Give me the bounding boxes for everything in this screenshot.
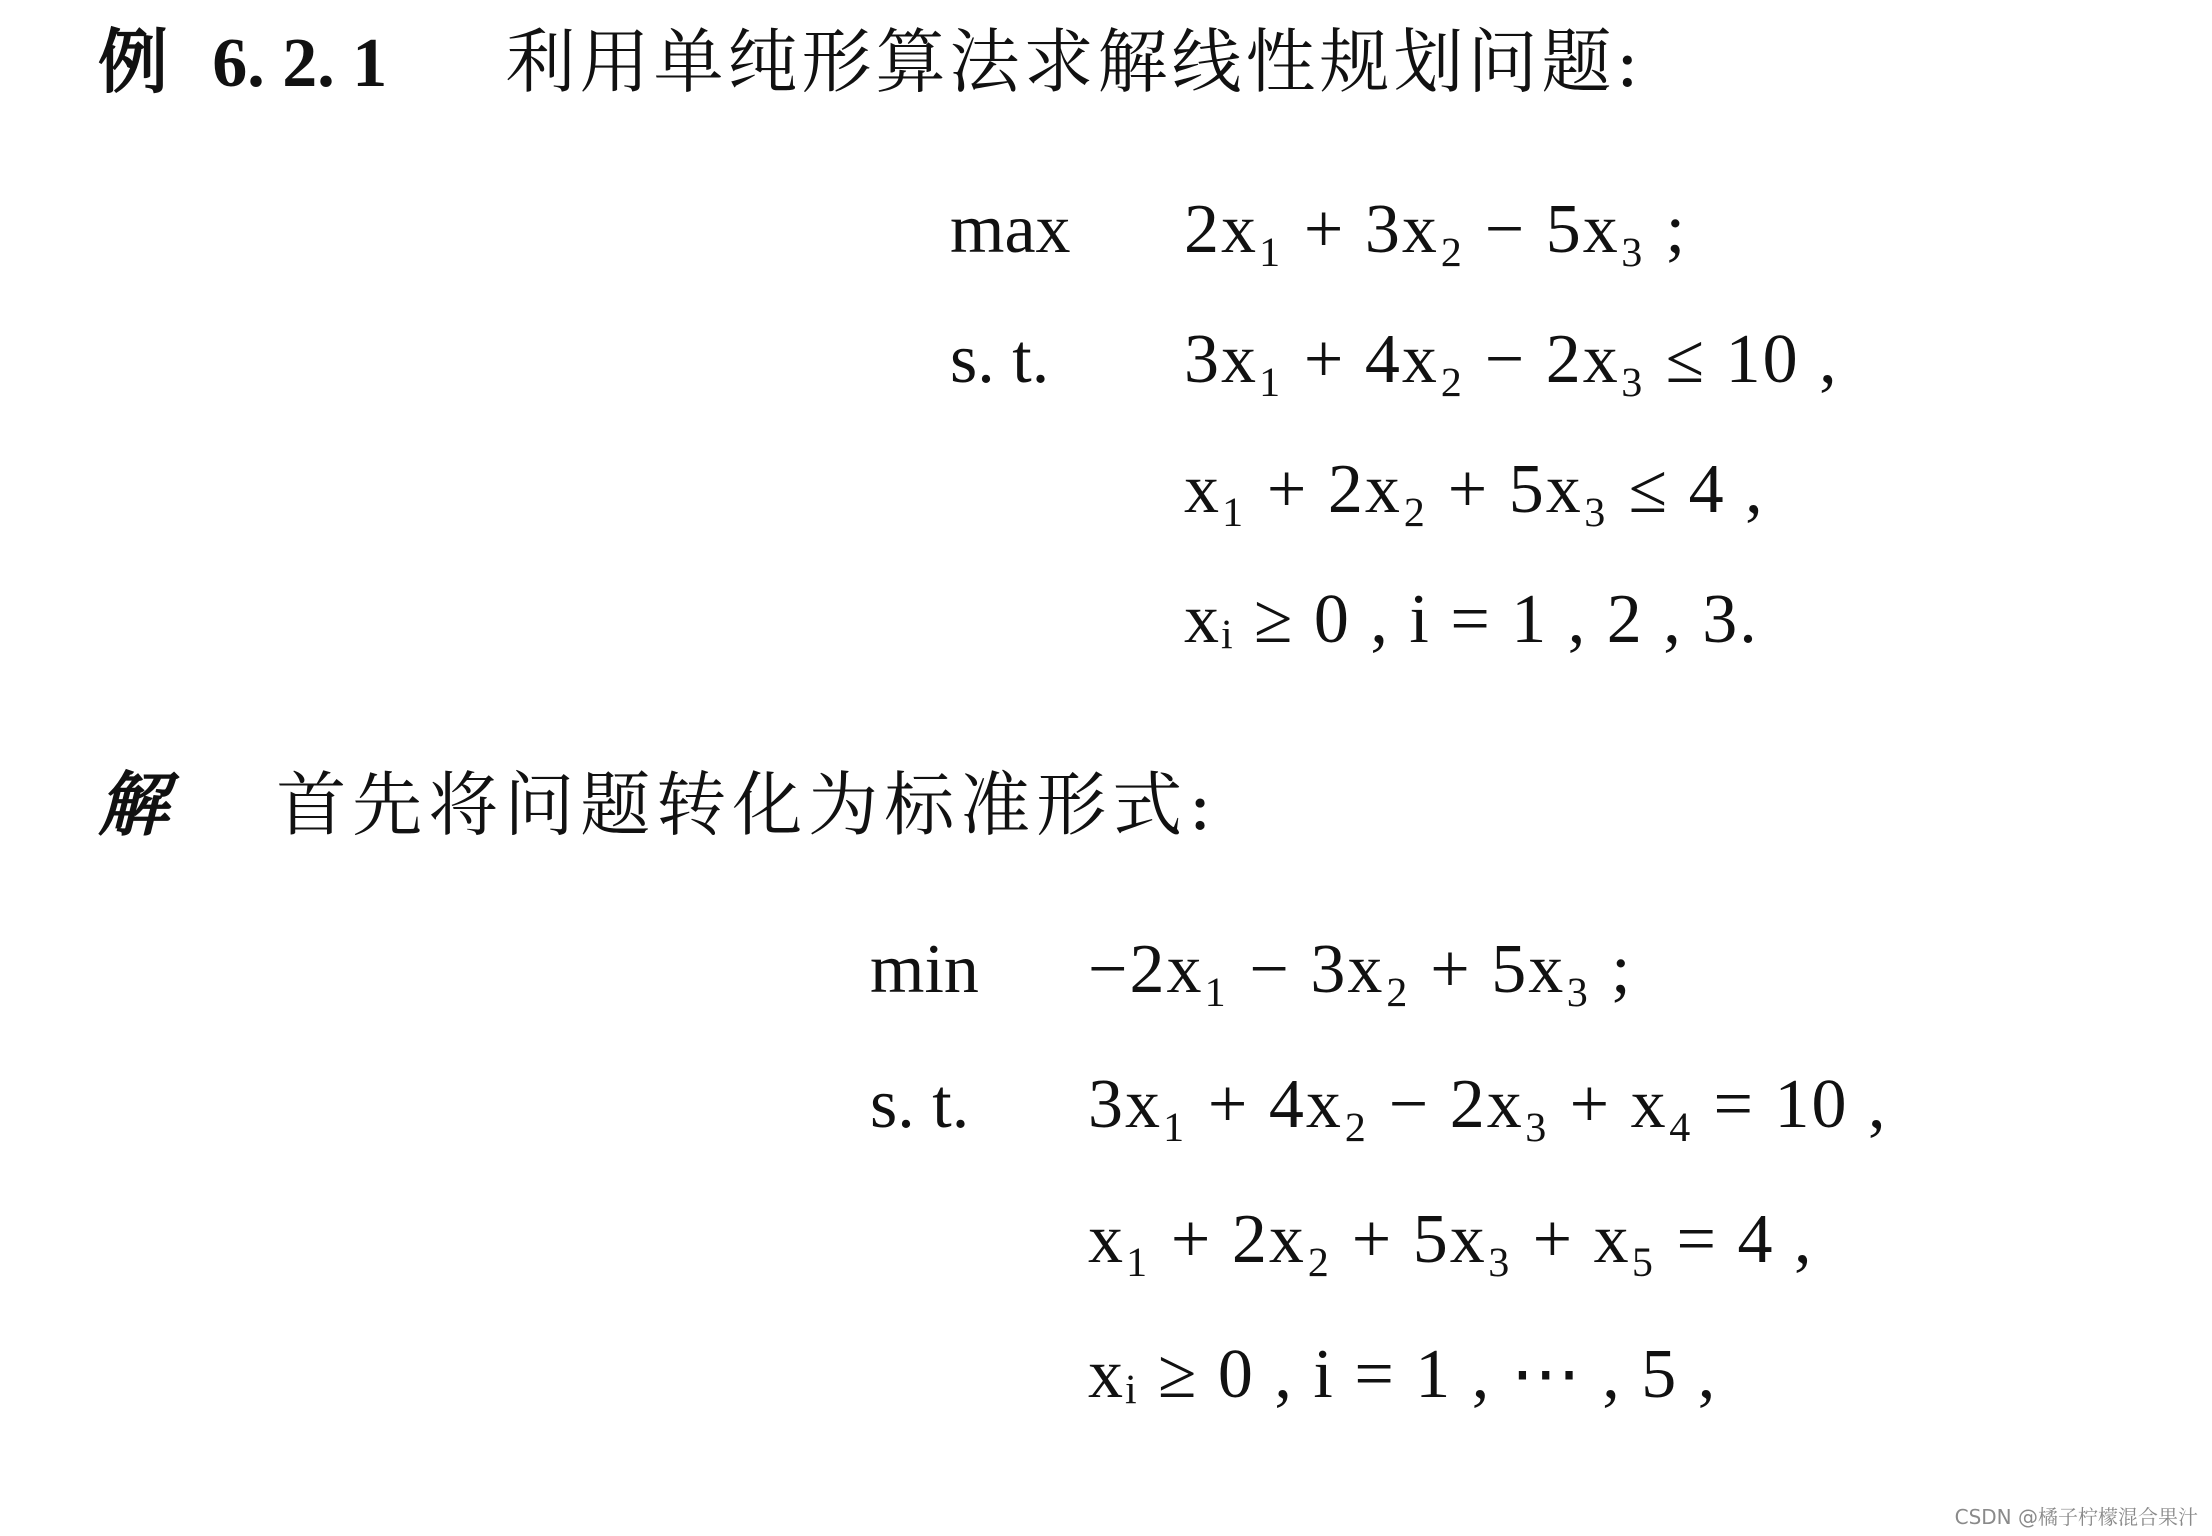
example-number: 6. 2. 1 (212, 25, 388, 102)
example-heading (98, 12, 1643, 114)
example-statement: 利用单纯形算法求解线性规划问题: (505, 21, 1644, 103)
constraint-1: 3x₁ + 4x₂ − 2x₃ ≤ 10 , (1184, 321, 1839, 398)
std-objective-keyword-min: min (870, 931, 979, 1008)
objective-keyword-max: max (950, 191, 1071, 268)
solution-statement: 首先将问题转化为标准形式: (276, 764, 1218, 846)
constraint-2: x₁ + 2x₂ + 5x₃ ≤ 4 , (1184, 451, 1765, 528)
watermark: CSDN @橘子柠檬混合果汁 (1954, 1505, 2198, 1529)
std-subject-to-keyword: s. t. (870, 1066, 970, 1143)
solution-heading (98, 755, 1218, 855)
objective-expression: 2x₁ + 3x₂ − 5x₃ ; (1184, 191, 1688, 268)
std-constraint-2: x₁ + 2x₂ + 5x₃ + x₅ = 4 , (1088, 1201, 1814, 1278)
solution-label: 解 (98, 763, 168, 846)
std-constraint-1: 3x₁ + 4x₂ − 2x₃ + x₄ = 10 , (1088, 1066, 1888, 1143)
subject-to-keyword: s. t. (950, 321, 1050, 398)
constraint-nonnegativity: xᵢ ≥ 0 , i = 1 , 2 , 3. (1184, 581, 1759, 658)
std-constraint-nonnegativity: xᵢ ≥ 0 , i = 1 , ⋯ , 5 , (1088, 1336, 1718, 1413)
example-label: 例 (98, 25, 168, 102)
std-objective-expression: −2x₁ − 3x₂ + 5x₃ ; (1088, 931, 1633, 1008)
